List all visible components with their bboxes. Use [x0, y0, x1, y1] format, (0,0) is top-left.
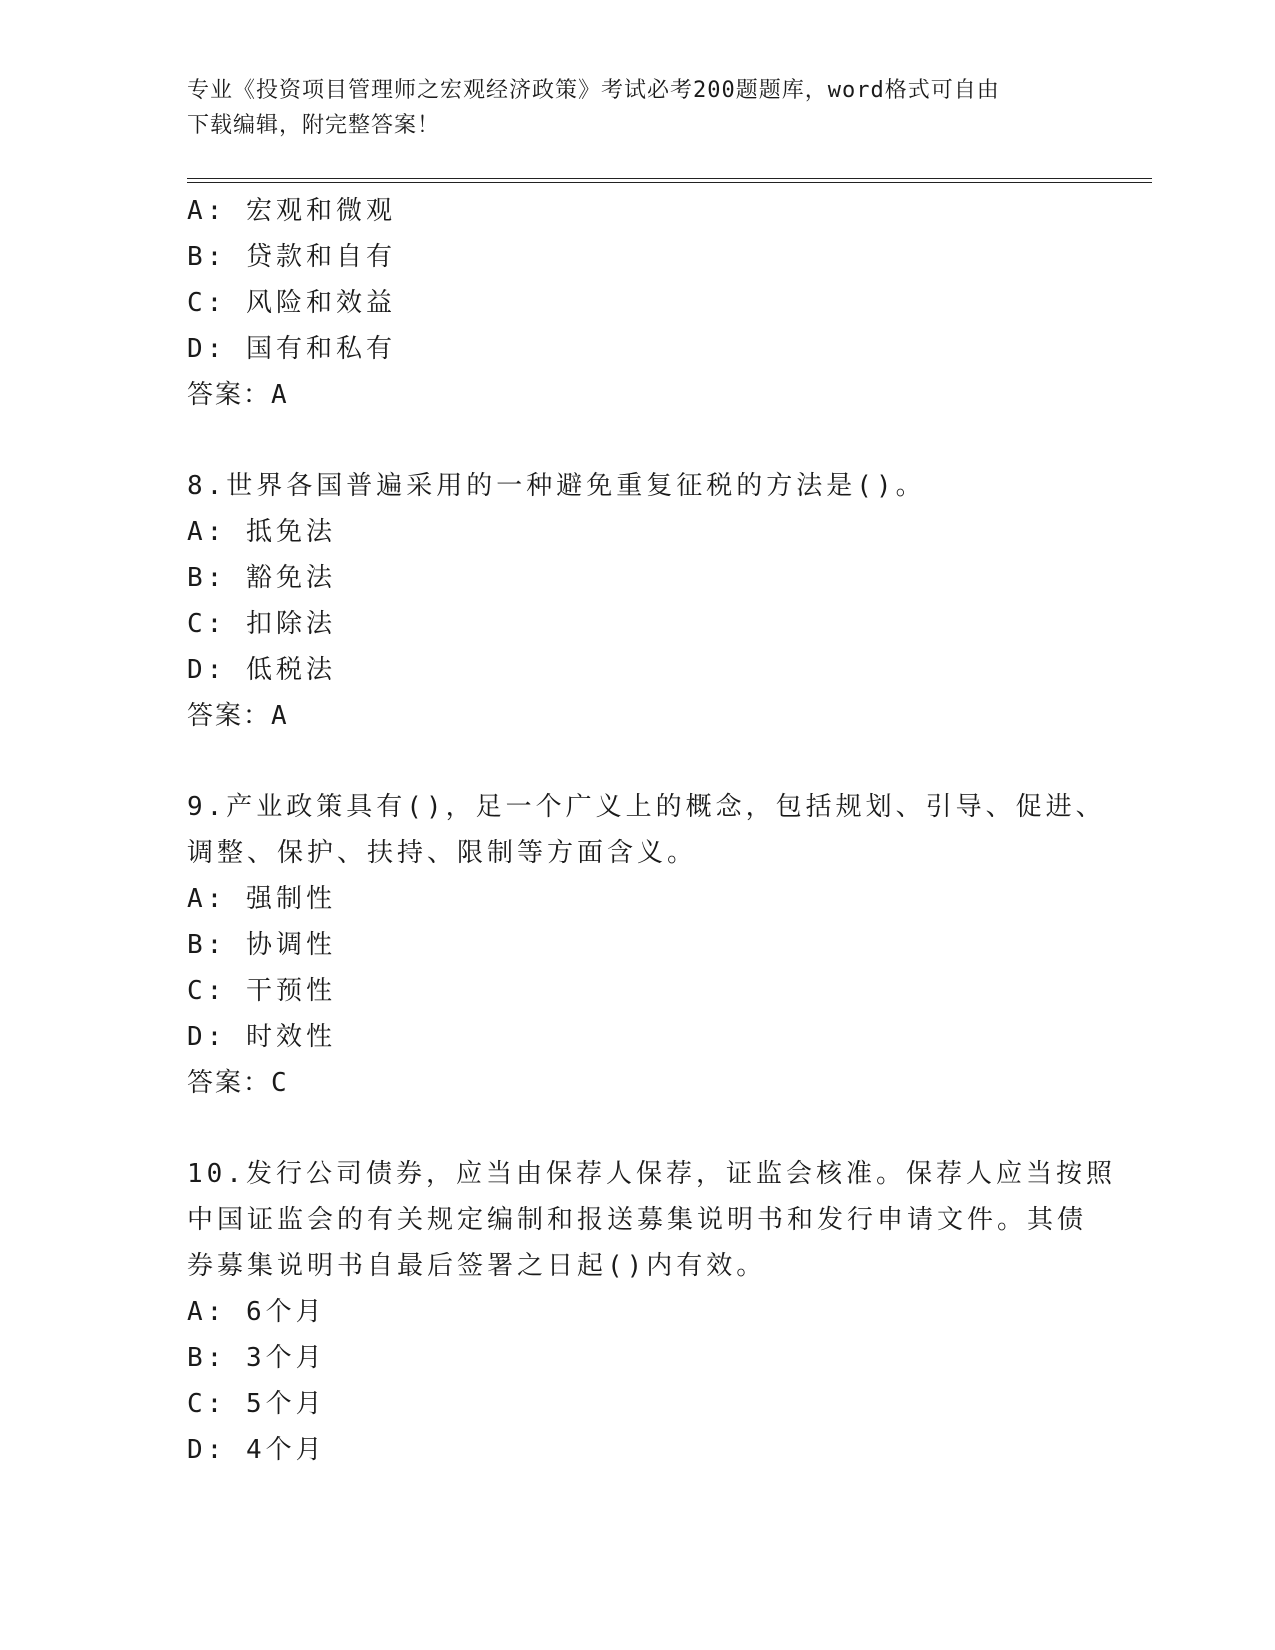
- option-a: A: 6个月: [187, 1297, 326, 1327]
- question-content: [187, 188, 1116, 1473]
- question-8: [187, 463, 1087, 739]
- option-c: C: 干预性: [187, 976, 336, 1006]
- question-stem-line-1: 10.发行公司债券，应当由保荐人保荐，证监会核准。保荐人应当按照: [187, 1159, 1116, 1189]
- header-line-1: 专业《投资项目管理师之宏观经济政策》考试必考200题题库，word格式可自由: [187, 78, 1000, 103]
- document-header: [187, 73, 1087, 143]
- answer: 答案：A: [187, 380, 289, 410]
- answer: 答案：A: [187, 701, 289, 731]
- question-10: [187, 1151, 1116, 1473]
- header-rule-top: [187, 178, 1152, 179]
- option-a: A: 强制性: [187, 884, 336, 914]
- option-d: D: 时效性: [187, 1022, 336, 1052]
- header-rule-bottom: [187, 182, 1152, 183]
- option-b: B: 豁免法: [187, 563, 336, 593]
- option-b: B: 贷款和自有: [187, 242, 396, 272]
- option-c: C: 5个月: [187, 1389, 326, 1419]
- question-stem-line-3: 券募集说明书自最后签署之日起()内有效。: [187, 1251, 767, 1281]
- option-a: A: 宏观和微观: [187, 196, 396, 226]
- option-d: D: 国有和私有: [187, 334, 396, 364]
- option-c: C: 扣除法: [187, 609, 336, 639]
- option-d: D: 4个月: [187, 1435, 326, 1465]
- question-7: [187, 188, 1087, 418]
- question-stem-line-2: 中国证监会的有关规定编制和报送募集说明书和发行申请文件。其债: [187, 1205, 1088, 1235]
- header-line-2: 下载编辑，附完整答案！: [187, 113, 441, 138]
- question-stem: 8.世界各国普遍采用的一种避免重复征税的方法是()。: [187, 471, 926, 501]
- option-d: D: 低税法: [187, 655, 336, 685]
- answer: 答案：C: [187, 1068, 289, 1098]
- option-a: A: 抵免法: [187, 517, 336, 547]
- option-b: B: 协调性: [187, 930, 336, 960]
- question-stem-line-2: 调整、保护、扶持、限制等方面含义。: [187, 838, 698, 868]
- option-b: B: 3个月: [187, 1343, 326, 1373]
- question-stem-line-1: 9.产业政策具有()，足一个广义上的概念，包括规划、引导、促进、: [187, 792, 1106, 822]
- option-c: C: 风险和效益: [187, 288, 396, 318]
- question-9: [187, 784, 1106, 1106]
